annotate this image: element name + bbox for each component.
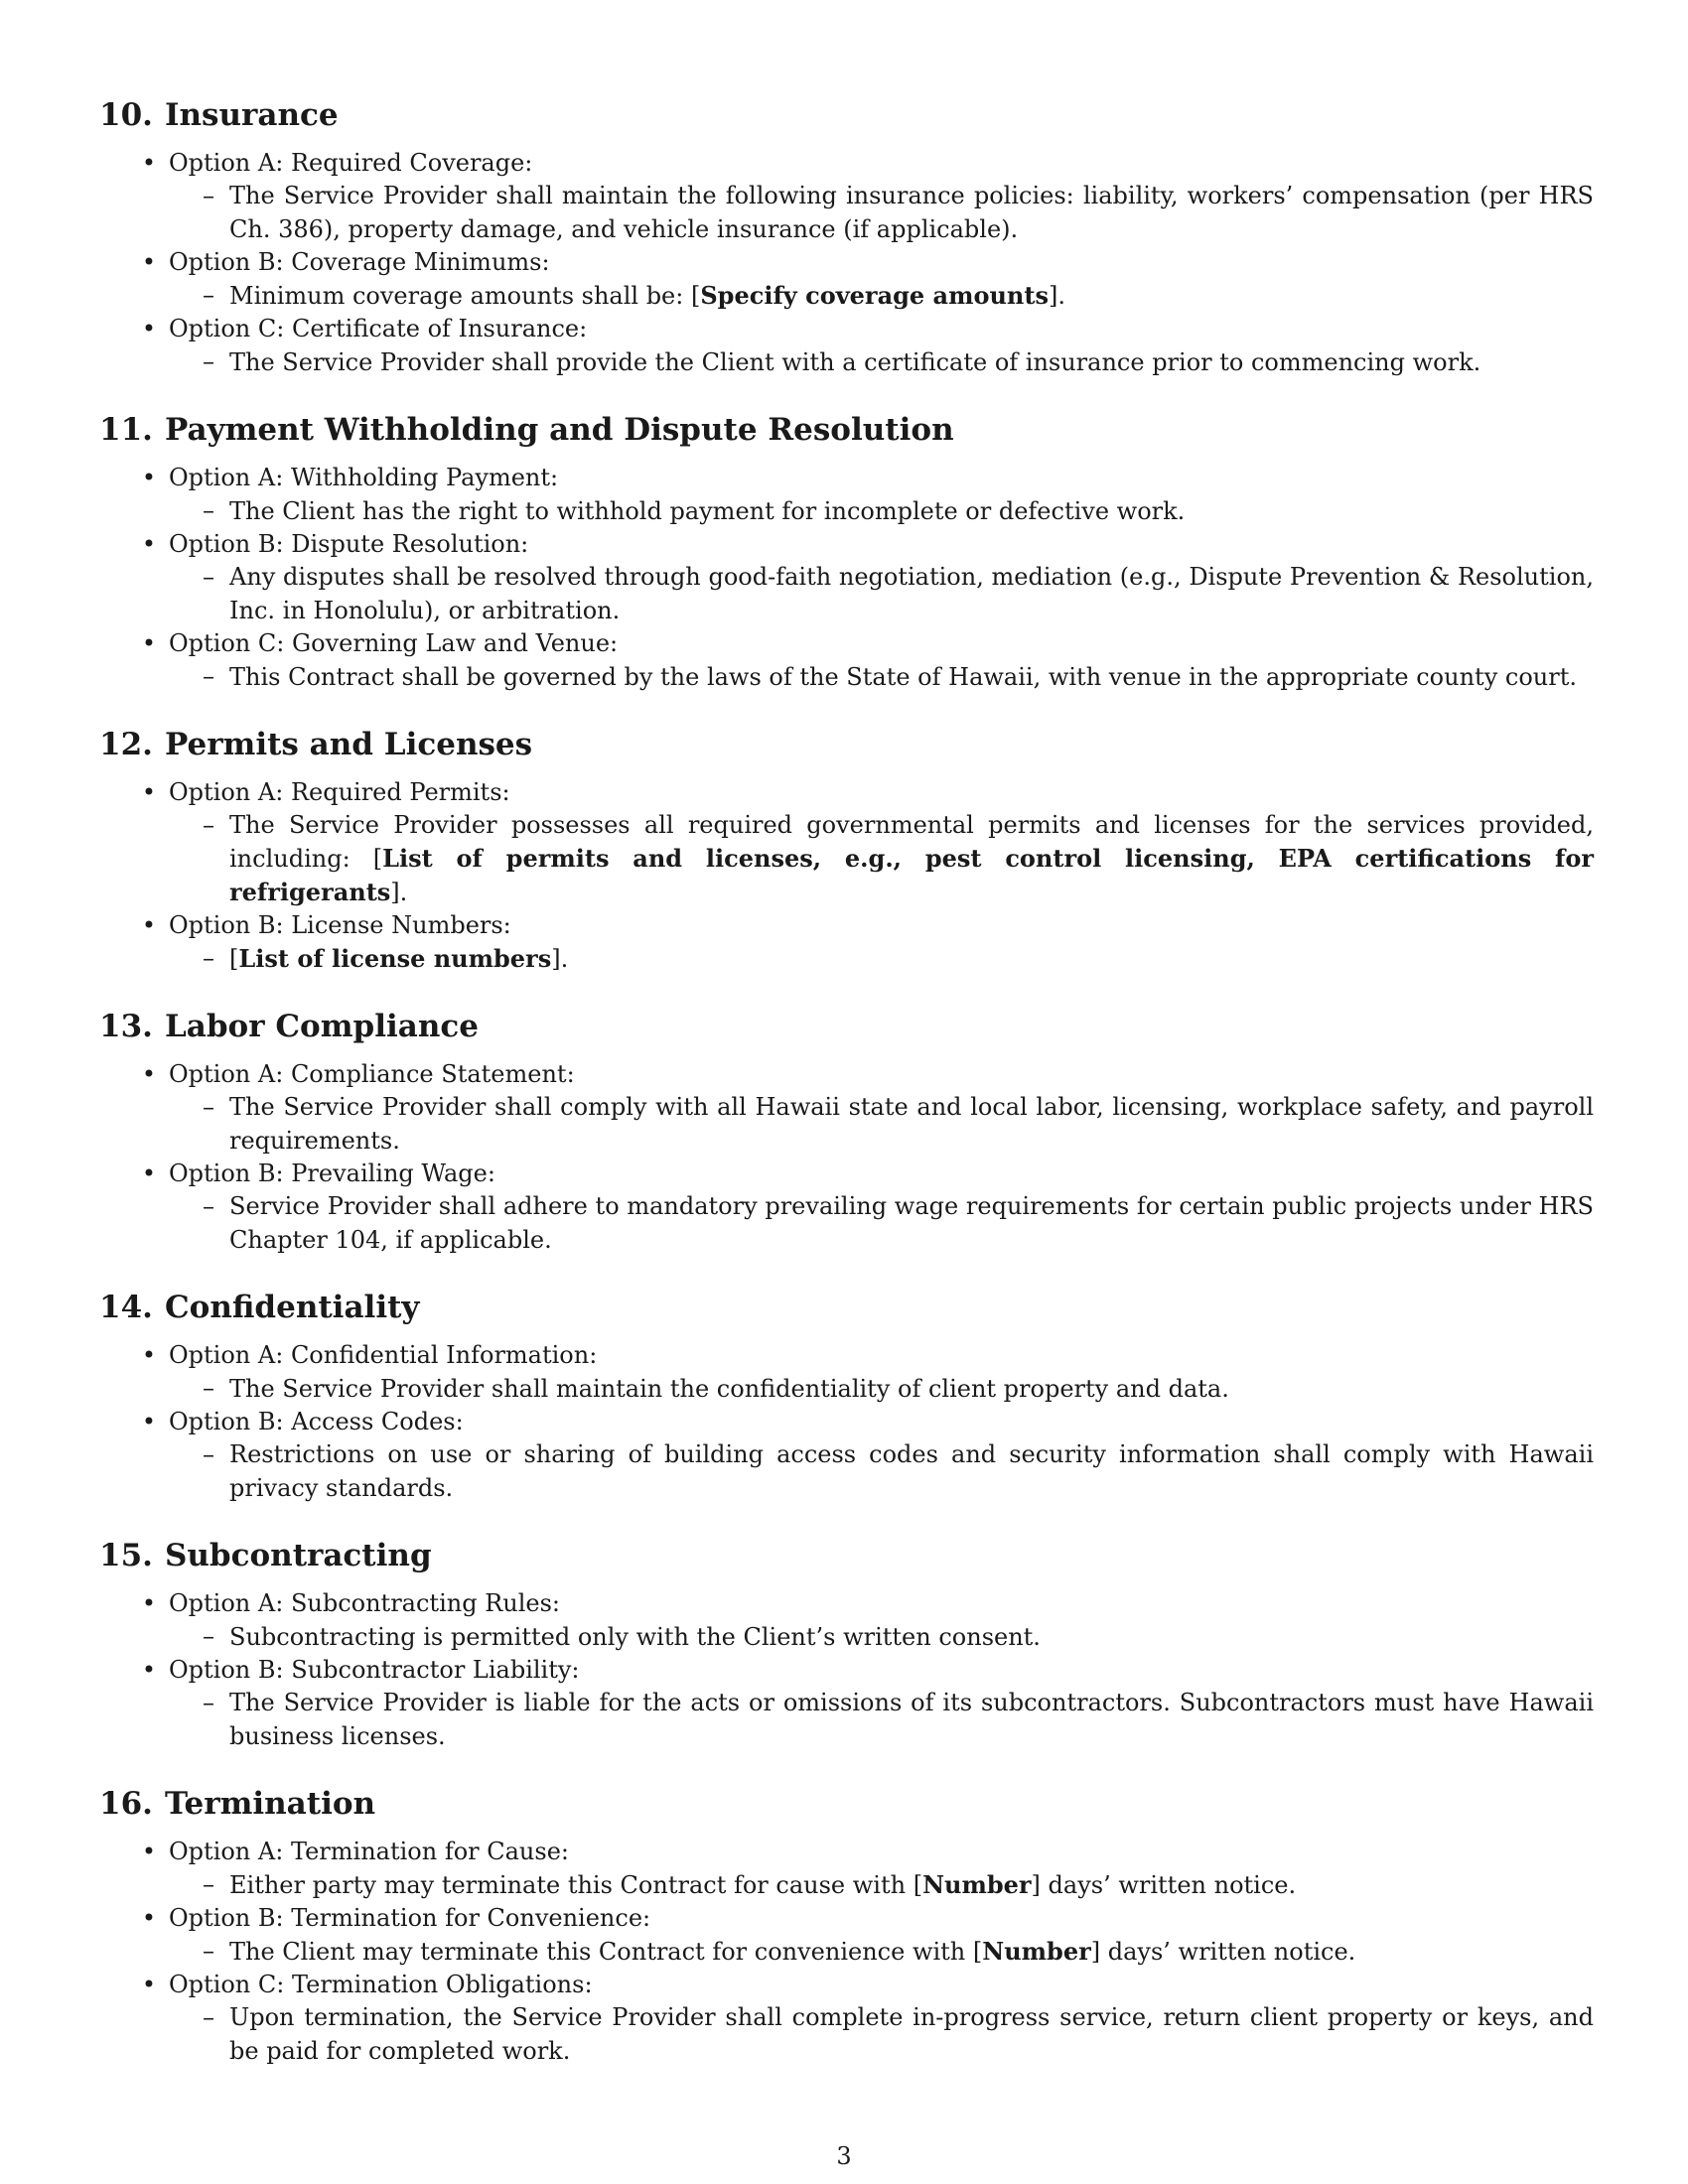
dash-icon: – — [203, 811, 214, 839]
dash-icon: – — [203, 1689, 214, 1716]
option-detail — [169, 494, 1594, 528]
option-detail — [169, 1687, 1594, 1753]
detail-text-end: ] days’ written notice. — [1090, 1938, 1356, 1966]
option-item — [99, 313, 1594, 379]
option-item — [99, 246, 1594, 313]
section-title: Payment Withholding and Dispute Resolution — [165, 412, 954, 448]
dash-icon: – — [203, 182, 214, 209]
dash-icon: – — [203, 2003, 214, 2031]
section-title: Confidentiality — [165, 1290, 420, 1325]
options-list — [99, 1587, 1594, 1753]
detail-text: The Service Provider shall provide the Client with a certificate of insurance prior to commencing work. — [229, 348, 1481, 376]
section-heading — [99, 1288, 1594, 1327]
section-permits — [99, 725, 1594, 976]
section-termination — [99, 1784, 1594, 2068]
detail-text: Subcontracting is permitted only with the Client’s written consent. — [229, 1623, 1041, 1651]
option-detail — [169, 809, 1594, 909]
option-detail — [169, 561, 1594, 627]
options-list — [99, 1339, 1594, 1505]
section-number: 16. — [99, 1786, 153, 1822]
section-heading — [99, 95, 1594, 135]
placeholder-text: Specify coverage amounts — [700, 281, 1049, 310]
bullet-icon: • — [141, 530, 157, 558]
option-label: Option B: Access Codes: — [169, 1408, 464, 1435]
detail-text: Restrictions on use or sharing of building access codes and security information shall comply with Hawaii privacy standards. — [229, 1440, 1594, 1502]
detail-text: Minimum coverage amounts shall be: [ — [229, 282, 701, 310]
option-label: Option C: Termination Obligations: — [169, 1971, 593, 1998]
detail-text: The Service Provider shall maintain the following insurance policies: liability, workers’ compensation (per HRS Ch. 386), property damage, and vehicle insurance (if applicable). — [229, 182, 1594, 243]
option-item — [99, 1587, 1594, 1654]
section-heading — [99, 1784, 1594, 1824]
detail-text: The Service Provider possesses all required governmental permits and licenses for the services provided, including: [ — [229, 811, 1594, 873]
detail-text: The Service Provider shall comply with all Hawaii state and local labor, licensing, workplace safety, and payroll requirements. — [229, 1093, 1594, 1155]
option-label: Option A: Required Permits: — [169, 778, 510, 806]
document-page — [99, 95, 1594, 2099]
option-item — [99, 528, 1594, 627]
section-number: 15. — [99, 1538, 153, 1573]
dash-icon: – — [203, 496, 214, 524]
detail-text: Either party may terminate this Contract for cause with [ — [229, 1871, 923, 1899]
option-label: Option B: Subcontractor Liability: — [169, 1656, 580, 1684]
placeholder-text: Number — [982, 1937, 1091, 1966]
option-item — [99, 776, 1594, 909]
section-labor-compliance — [99, 1007, 1594, 1257]
option-detail — [169, 1620, 1594, 1654]
section-number: 12. — [99, 727, 153, 762]
bullet-icon: • — [141, 149, 157, 177]
option-detail — [169, 1438, 1594, 1505]
section-title: Subcontracting — [165, 1538, 432, 1573]
option-item — [99, 1969, 1594, 2068]
detail-text: Service Provider shall adhere to mandatory prevailing wage requirements for certain public projects under HRS Chapter 104, if applicable. — [229, 1192, 1594, 1254]
section-number: 14. — [99, 1290, 153, 1325]
option-item — [99, 1836, 1594, 1902]
option-item — [99, 909, 1594, 976]
options-list — [99, 462, 1594, 694]
option-item — [99, 627, 1594, 694]
detail-text: The Client may terminate this Contract for convenience with [ — [229, 1938, 983, 1966]
option-detail — [169, 1091, 1594, 1158]
bullet-icon: • — [141, 1904, 157, 1932]
dash-icon: – — [203, 1440, 214, 1468]
option-detail — [169, 1868, 1594, 1902]
bullet-icon: • — [141, 1838, 157, 1865]
options-list — [99, 1836, 1594, 2068]
dash-icon: – — [203, 1374, 214, 1402]
section-heading — [99, 725, 1594, 764]
detail-text-end: ] days’ written notice. — [1031, 1871, 1297, 1899]
options-list — [99, 776, 1594, 976]
option-detail — [169, 345, 1594, 379]
section-insurance — [99, 95, 1594, 379]
section-subcontracting — [99, 1536, 1594, 1753]
section-title: Insurance — [165, 97, 339, 133]
detail-text: This Contract shall be governed by the laws of the State of Hawaii, with venue in the appropriate county court. — [229, 663, 1577, 691]
bullet-icon: • — [141, 1060, 157, 1088]
option-label: Option B: Coverage Minimums: — [169, 248, 550, 276]
option-item — [99, 1654, 1594, 1753]
section-confidentiality — [99, 1288, 1594, 1505]
detail-text: The Service Provider shall maintain the confidentiality of client property and data. — [229, 1375, 1229, 1403]
section-title: Labor Compliance — [165, 1009, 479, 1044]
option-detail — [169, 279, 1594, 313]
option-item — [99, 1902, 1594, 1969]
detail-text-end: ]. — [390, 879, 408, 906]
bullet-icon: • — [141, 1656, 157, 1684]
option-item — [99, 1339, 1594, 1406]
option-label: Option B: Dispute Resolution: — [169, 530, 529, 558]
option-detail — [169, 180, 1594, 246]
detail-text: The Client has the right to withhold payment for incomplete or defective work. — [229, 497, 1186, 525]
option-item — [99, 1058, 1594, 1158]
dash-icon: – — [203, 662, 214, 690]
detail-text: [ — [229, 945, 239, 973]
option-item — [99, 147, 1594, 246]
option-detail — [169, 1372, 1594, 1406]
section-heading — [99, 410, 1594, 450]
section-number: 11. — [99, 412, 153, 448]
option-detail — [169, 1935, 1594, 1969]
detail-text: Upon termination, the Service Provider shall complete in-progress service, return client property or keys, and be paid for completed work. — [229, 2003, 1594, 2065]
option-label: Option B: Prevailing Wage: — [169, 1160, 495, 1187]
bullet-icon: • — [141, 1589, 157, 1617]
bullet-icon: • — [141, 464, 157, 491]
option-detail — [169, 660, 1594, 694]
dash-icon: – — [203, 1937, 214, 1965]
options-list — [99, 1058, 1594, 1257]
option-label: Option C: Governing Law and Venue: — [169, 629, 619, 657]
section-heading — [99, 1007, 1594, 1046]
bullet-icon: • — [141, 1408, 157, 1435]
dash-icon: – — [203, 347, 214, 375]
option-label: Option C: Certificate of Insurance: — [169, 315, 588, 342]
bullet-icon: • — [141, 778, 157, 806]
section-number: 10. — [99, 97, 153, 133]
option-item — [99, 1158, 1594, 1257]
dash-icon: – — [203, 281, 214, 309]
detail-text-end: ]. — [551, 945, 569, 973]
option-detail — [169, 2001, 1594, 2068]
option-label: Option A: Withholding Payment: — [169, 464, 559, 491]
dash-icon: – — [203, 1192, 214, 1220]
detail-text: Any disputes shall be resolved through good-faith negotiation, mediation (e.g., Dispute Prevention & Resolution, Inc. in Honolulu), or arbitration. — [229, 563, 1594, 624]
option-label: Option B: Termination for Convenience: — [169, 1904, 651, 1932]
option-detail — [169, 942, 1594, 976]
options-list — [99, 147, 1594, 379]
section-title: Permits and Licenses — [165, 727, 533, 762]
bullet-icon: • — [141, 911, 157, 939]
section-payment-withholding — [99, 410, 1594, 694]
option-item — [99, 1406, 1594, 1505]
dash-icon: – — [203, 944, 214, 972]
bullet-icon: • — [141, 1341, 157, 1369]
page-number: 3 — [836, 2142, 852, 2170]
section-title: Termination — [165, 1786, 376, 1822]
option-label: Option B: License Numbers: — [169, 911, 511, 939]
option-label: Option A: Confidential Information: — [169, 1341, 598, 1369]
dash-icon: – — [203, 1870, 214, 1898]
option-label: Option A: Compliance Statement: — [169, 1060, 575, 1088]
bullet-icon: • — [141, 1971, 157, 1998]
bullet-icon: • — [141, 248, 157, 276]
section-heading — [99, 1536, 1594, 1575]
detail-text-end: ]. — [1048, 282, 1065, 310]
dash-icon: – — [203, 563, 214, 591]
option-label: Option A: Subcontracting Rules: — [169, 1589, 560, 1617]
placeholder-text: Number — [922, 1870, 1032, 1899]
option-item — [99, 462, 1594, 528]
dash-icon: – — [203, 1622, 214, 1650]
detail-text: The Service Provider is liable for the acts or omissions of its subcontractors. Subcontractors must have Hawaii business licenses. — [229, 1689, 1594, 1750]
dash-icon: – — [203, 1093, 214, 1121]
placeholder-text: List of license numbers — [238, 944, 552, 973]
section-number: 13. — [99, 1009, 153, 1044]
bullet-icon: • — [141, 1160, 157, 1187]
option-label: Option A: Required Coverage: — [169, 149, 533, 177]
option-detail — [169, 1190, 1594, 1257]
option-label: Option A: Termination for Cause: — [169, 1838, 569, 1865]
bullet-icon: • — [141, 315, 157, 342]
placeholder-text: List of permits and licenses, e.g., pest control licensing, EPA certifications for refrigerants — [229, 844, 1594, 906]
bullet-icon: • — [141, 629, 157, 657]
